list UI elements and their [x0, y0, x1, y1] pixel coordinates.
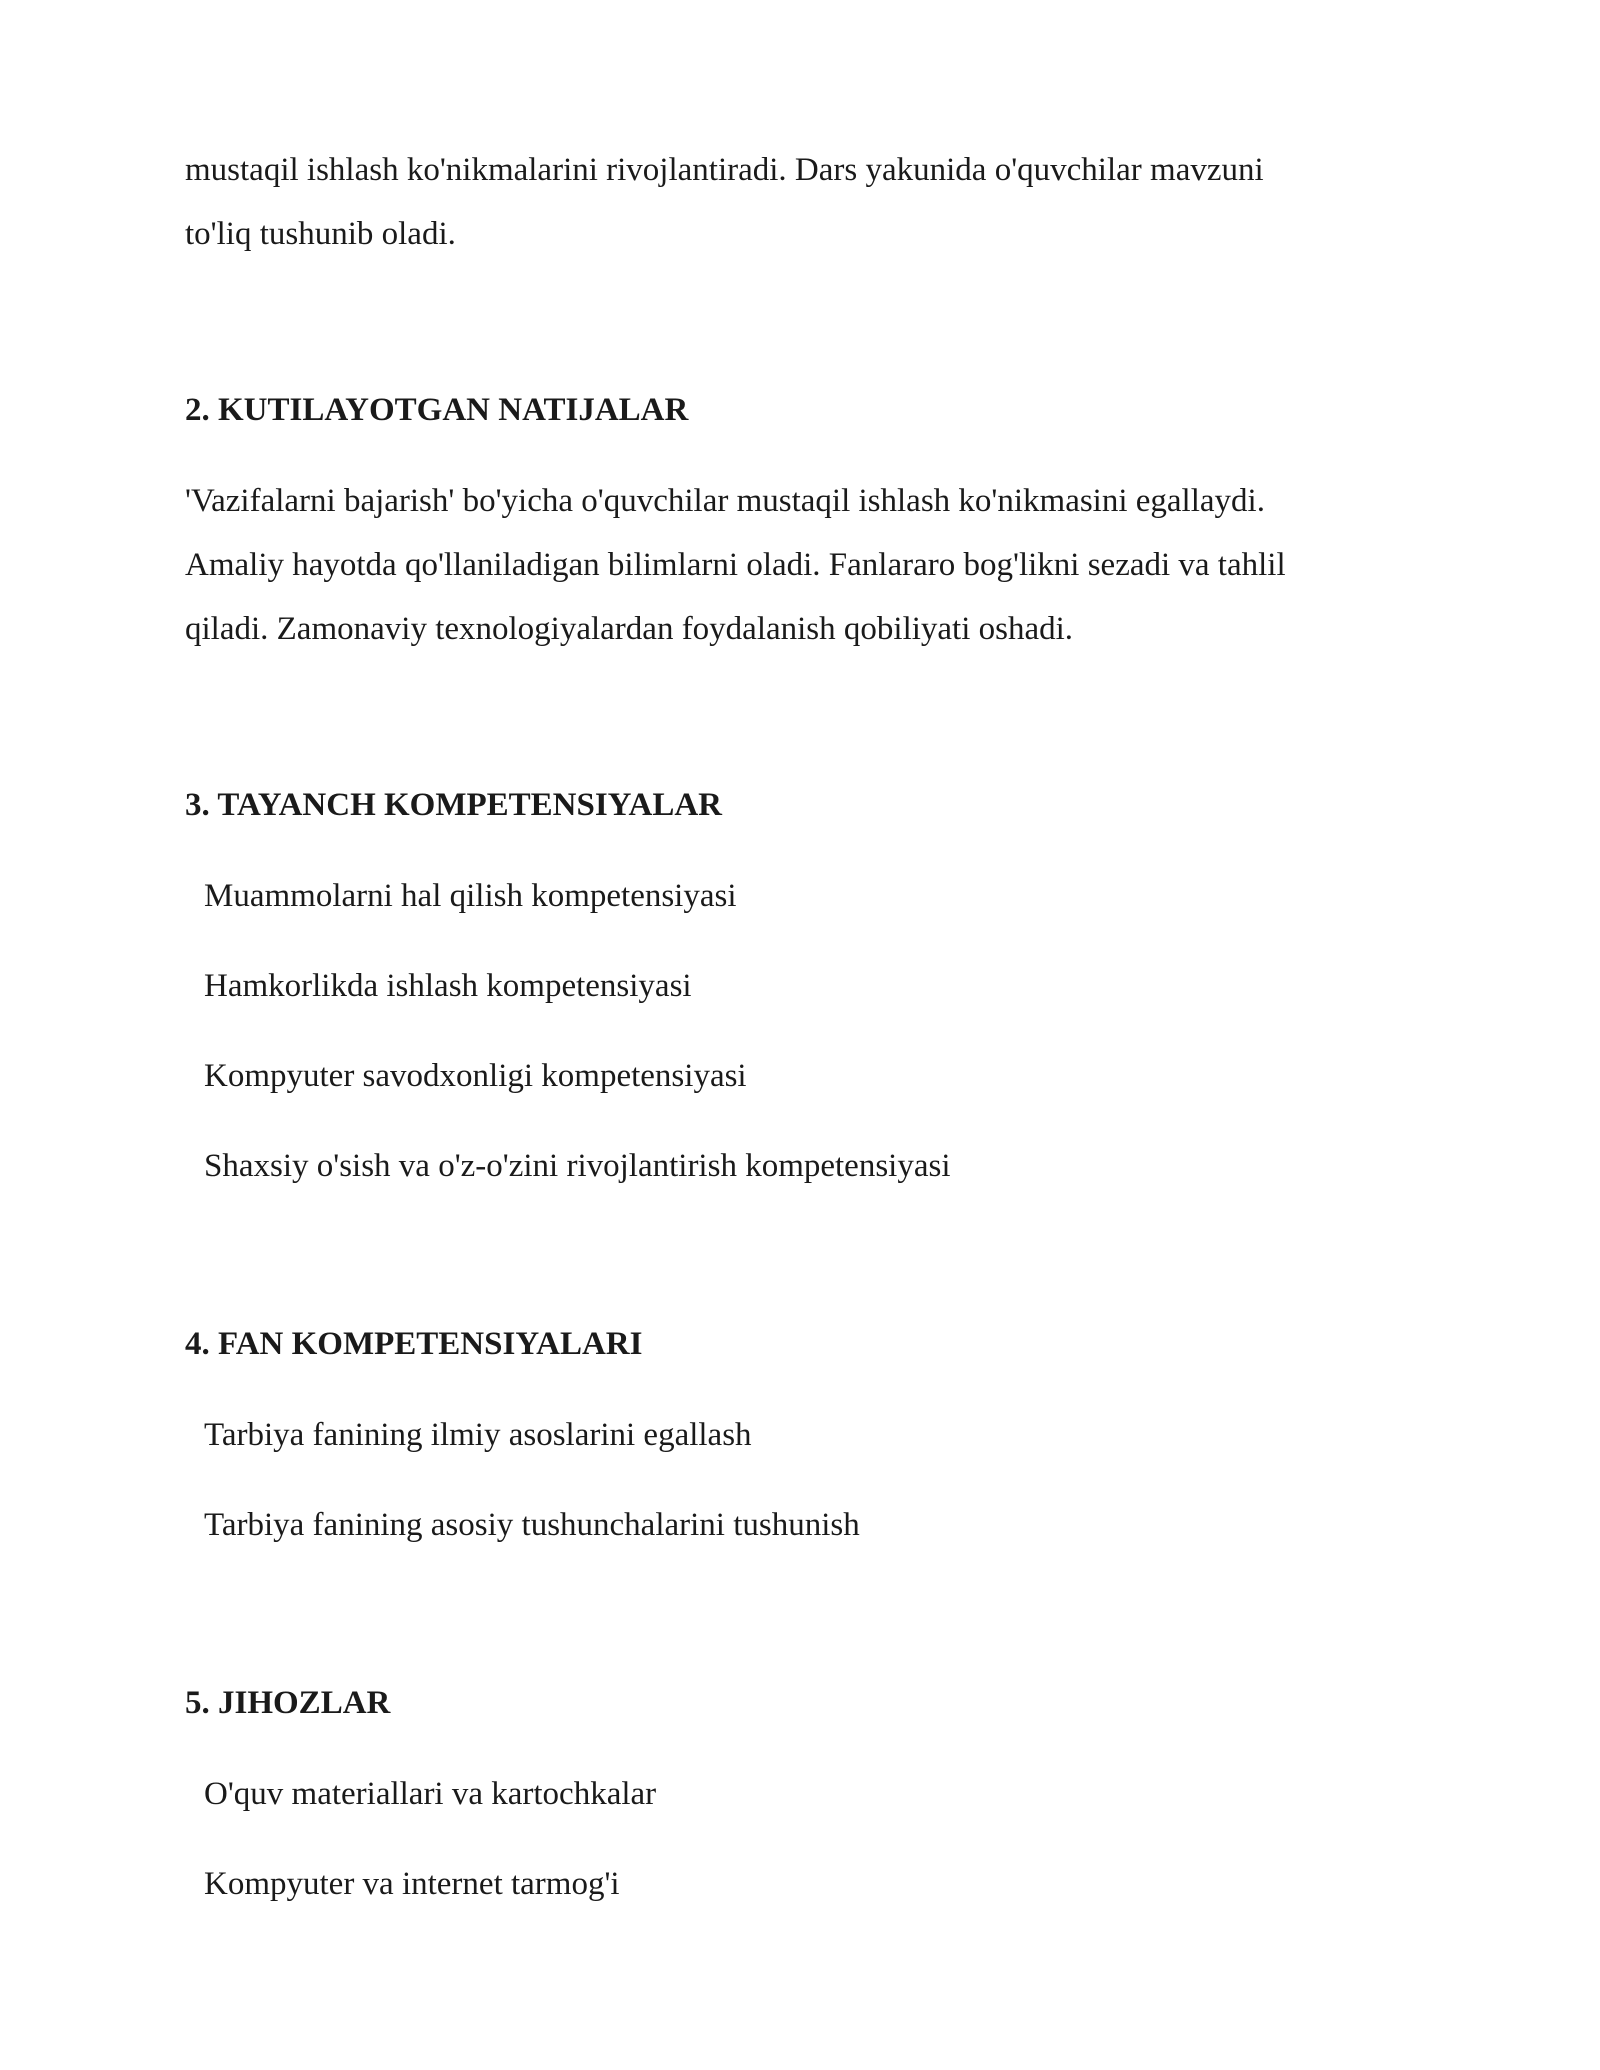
intro-line-2: to'liq tushunib oladi. — [185, 216, 456, 252]
section-4-item: Tarbiya fanining ilmiy asoslarini egallash — [204, 1417, 752, 1453]
section-5-item: Kompyuter va internet tarmog'i — [204, 1866, 620, 1902]
section-4-item: Tarbiya fanining asosiy tushunchalarini tushunish — [204, 1507, 860, 1543]
section-2-line-2: Amaliy hayotda qo'llaniladigan bilimlarni oladi. Fanlararo bog'likni sezadi va tahlil — [185, 547, 1286, 583]
section-2-line-3: qiladi. Zamonaviy texnologiyalardan foydalanish qobiliyati oshadi. — [185, 611, 1074, 647]
section-3-item: Kompyuter savodxonligi kompetensiyasi — [204, 1058, 747, 1094]
intro-line-1: mustaqil ishlash ko'nikmalarini rivojlantiradi. Dars yakunida o'quvchilar mavzuni — [185, 152, 1264, 188]
section-2-line-1: 'Vazifalarni bajarish' bo'yicha o'quvchilar mustaqil ishlash ko'nikmasini egallaydi. — [185, 483, 1265, 519]
section-5-item: O'quv materiallari va kartochkalar — [204, 1776, 657, 1812]
section-3-item: Shaxsiy o'sish va o'z-o'zini rivojlantirish kompetensiyasi — [204, 1148, 951, 1184]
section-3-item: Muammolarni hal qilish kompetensiyasi — [204, 878, 737, 914]
section-3-item: Hamkorlikda ishlash kompetensiyasi — [204, 968, 692, 1004]
section-4-heading: 4. FAN KOMPETENSIYALARI — [185, 1326, 643, 1362]
section-2-heading: 2. KUTILAYOTGAN NATIJALAR — [185, 392, 689, 428]
section-5-heading: 5. JIHOZLAR — [185, 1685, 391, 1721]
section-3-heading: 3. TAYANCH KOMPETENSIYALAR — [185, 787, 722, 823]
